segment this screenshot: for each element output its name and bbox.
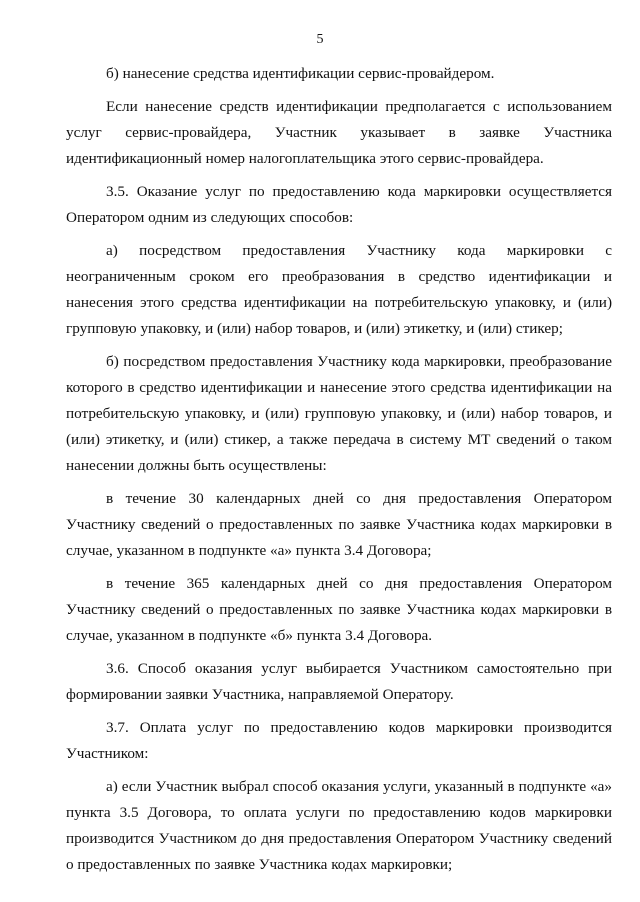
paragraph-provider-inn: Если нанесение средств идентификации предполагается с использованием услуг сервис-провайдера, Участник указывает в заявке Участника идентификационный номер налогоплательщика этого сервис-провайдера.: [66, 98, 612, 167]
paragraph-3-7-a: а) если Участник выбрал способ оказания услуги, указанный в подпункте «а» пункта 3.5 Договора, то оплата услуги по предоставлению кодов маркировки производится Участником до дня предоставления Оператором Участнику сведений о предоставленных по заявке Участника кодах маркировки;: [66, 778, 612, 873]
page-number: 5: [316, 32, 324, 47]
paragraph-30-days: в течение 30 календарных дней со дня предоставления Оператором Участнику сведений о предоставленных по заявке Участника кодах маркировки в случае, указанном в подпункте «а» пункта 3.4 Договора;: [66, 490, 612, 559]
paragraph-3-5-b: б) посредством предоставления Участнику кода маркировки, преобразование которого в средство идентификации и нанесение этого средства идентификации на потребительскую упаковку, и (или) групповую упаковку, и (или) набор товаров, и (или) этикетку, и (или) стикер, а также передача в систему МТ сведений о таком нанесении должны быть осуществлены:: [66, 353, 612, 474]
paragraph-3-5: 3.5. Оказание услуг по предоставлению кода маркировки осуществляется Оператором одним из следующих способов:: [66, 183, 612, 226]
paragraph-b-applying-by-provider: б) нанесение средства идентификации сервис-провайдером.: [106, 65, 495, 82]
paragraph-365-days: в течение 365 календарных дней со дня предоставления Оператором Участнику сведений о предоставленных по заявке Участника кодах маркировки в случае, указанном в подпункте «б» пункта 3.4 Договора.: [66, 575, 612, 644]
paragraph-3-7: 3.7. Оплата услуг по предоставлению кодов маркировки производится Участником:: [66, 719, 612, 762]
paragraph-3-6: 3.6. Способ оказания услуг выбирается Участником самостоятельно при формировании заявки Участника, направляемой Оператору.: [66, 660, 612, 703]
paragraph-3-5-a: а) посредством предоставления Участнику кода маркировки с неограниченным сроком его преобразования в средство идентификации и нанесения этого средства идентификации на потребительскую упаковку, и (или) групповую упаковку, и (или) набор товаров, и (или) этикетку, и (или) стикер;: [66, 242, 612, 337]
document-body: [66, 61, 612, 885]
